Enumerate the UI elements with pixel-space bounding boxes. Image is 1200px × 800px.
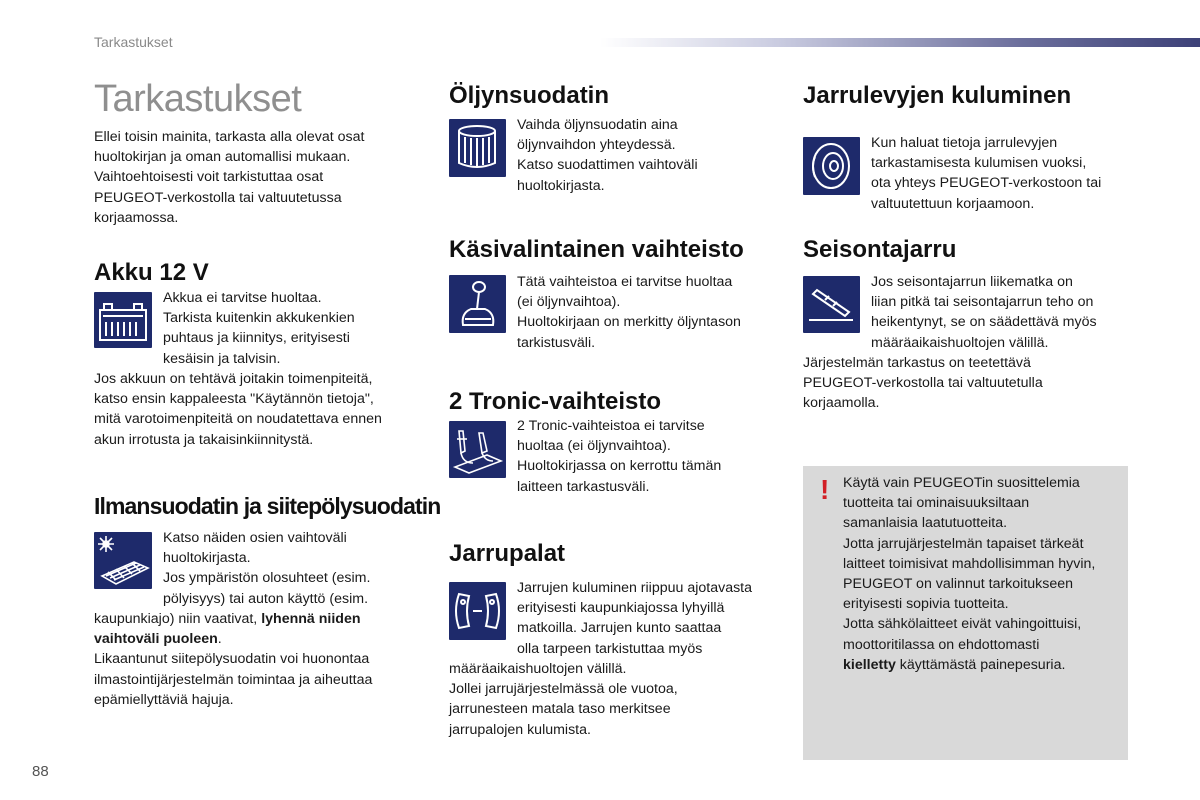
brake-pads-icon xyxy=(449,582,506,640)
running-header: Tarkastukset xyxy=(94,34,173,50)
air-filter-icon xyxy=(94,532,152,589)
air-filter-text: Katso näiden osien vaihtoväli huoltokirjasta. Jos ympäristön olosuhteet (esim. pölyisyys) tai auton käyttö (esim. xyxy=(163,530,371,607)
oil-filter-text: Vaihda öljynsuodatin aina öljynvaihdon yhteydessä. Katso suodattimen vaihtoväli huoltokirjasta. xyxy=(517,117,698,194)
page-number: 88 xyxy=(32,763,49,780)
warning-note-text: Käytä vain PEUGEOTin suosittelemia tuotteita tai ominaisuuksiltaan samanlaisia laatutuotteita. Jotta jarrujärjestelmän tapaiset tärkeät laitteet toimisivat mahdollisimman hyvin, PEUGEOT on valinnut tarkoitukseen erityisesti sopivia tuotteita. Jotta sähkölaitteet eivät vahingoittuisi, moottoritilassa on ehdottomasti kielletty käyttämästä painepesuria. xyxy=(843,475,1096,673)
brake-pads-heading: Jarrupalat xyxy=(449,540,566,567)
gear-lever-icon xyxy=(449,275,506,333)
battery-text-cont: Jos akkuun on tehtävä joitakin toimenpiteitä, katso ensin kappaleesta "Käytännön tietoja", mitä varotoimenpiteitä on noudatettava ennen akun irrotusta ja takaisinkiinnitystä. xyxy=(94,371,382,448)
oil-filter-heading: Öljynsuodatin xyxy=(449,82,610,109)
brake-discs-text: Kun haluat tietoja jarrulevyjen tarkastamisesta kulumisen vuoksi, ota yhteys PEUGEOT-verkostoon tai valtuutettuun korjaamoon. xyxy=(871,135,1102,212)
tronic-heading: 2 Tronic-vaihteisto xyxy=(449,388,662,415)
battery-text: Akkua ei tarvitse huoltaa. Tarkista kuitenkin akkukenkien puhtaus ja kiinnitys, erityisesti kesäisin ja talvisin. xyxy=(163,290,355,367)
battery-heading: Akku 12 V xyxy=(94,259,209,286)
manual-gearbox-text: Tätä vaihteistoa ei tarvitse huoltaa (ei öljynvaihtoa). Huoltokirjaan on merkitty öljyntason tarkistusväli. xyxy=(517,274,741,351)
header-gradient-bar xyxy=(600,38,1200,47)
battery-icon xyxy=(94,292,152,348)
oil-filter-icon xyxy=(449,119,506,177)
brake-pads-text: Jarrujen kuluminen riippuu ajotavasta erityisesti kaupunkiajossa lyhyillä matkoilla. Jarrujen kunto saattaa olla tarpeen tarkistuttaa myös xyxy=(517,580,753,657)
page-title: Tarkastukset xyxy=(94,78,302,120)
parking-brake-text-cont: Järjestelmän tarkastus on teetettävä PEUGEOT-verkostolla tai valtuutetulla korjaamolla. xyxy=(803,355,1043,412)
air-filter-heading: Ilmansuodatin ja siitepölysuodatin xyxy=(94,493,441,519)
manual-gearbox-heading: Käsivalintainen vaihteisto xyxy=(449,236,744,263)
parking-brake-text: Jos seisontajarrun liikematka on liian pitkä tai seisontajarrun teho on heikentynyt, se on säädettävä myös määräaikaishuoltojen välillä. xyxy=(871,274,1097,351)
tronic-text: 2 Tronic-vaihteistoa ei tarvitse huoltaa (ei öljynvaihtoa). Huoltokirjassa on kerrottu tämän laitteen tarkastusväli. xyxy=(517,418,722,495)
brake-discs-heading: Jarrulevyjen kuluminen xyxy=(803,82,1072,109)
air-filter-text-cont: kaupunkiajo) niin vaativat, lyhennä niiden vaihtoväli puoleen. Likaantunut siitepölysuodatin voi huonontaa ilmastointijärjestelmän toimintaa ja aiheuttaa epämiellyttäviä hajuja. xyxy=(94,611,373,708)
parking-brake-icon xyxy=(803,276,860,333)
tronic-gearbox-icon xyxy=(449,421,506,478)
brake-pads-text-cont: määräaikaishuoltojen välillä. Jollei jarrujärjestelmässä ole vuotoa, jarrunesteen matala taso merkitsee jarrupalojen kulumista. xyxy=(449,661,678,738)
parking-brake-heading: Seisontajarru xyxy=(803,236,957,263)
brake-disc-icon xyxy=(803,137,860,195)
intro-text: Ellei toisin mainita, tarkasta alla olevat osat huoltokirjan ja oman automallisi mukaan. Vaihtoehtoisesti voit tarkistuttaa osat PEUGEOT-verkostolla tai valtuutetussa korjaamossa. xyxy=(94,129,365,226)
exclamation-icon: ! xyxy=(820,474,830,505)
